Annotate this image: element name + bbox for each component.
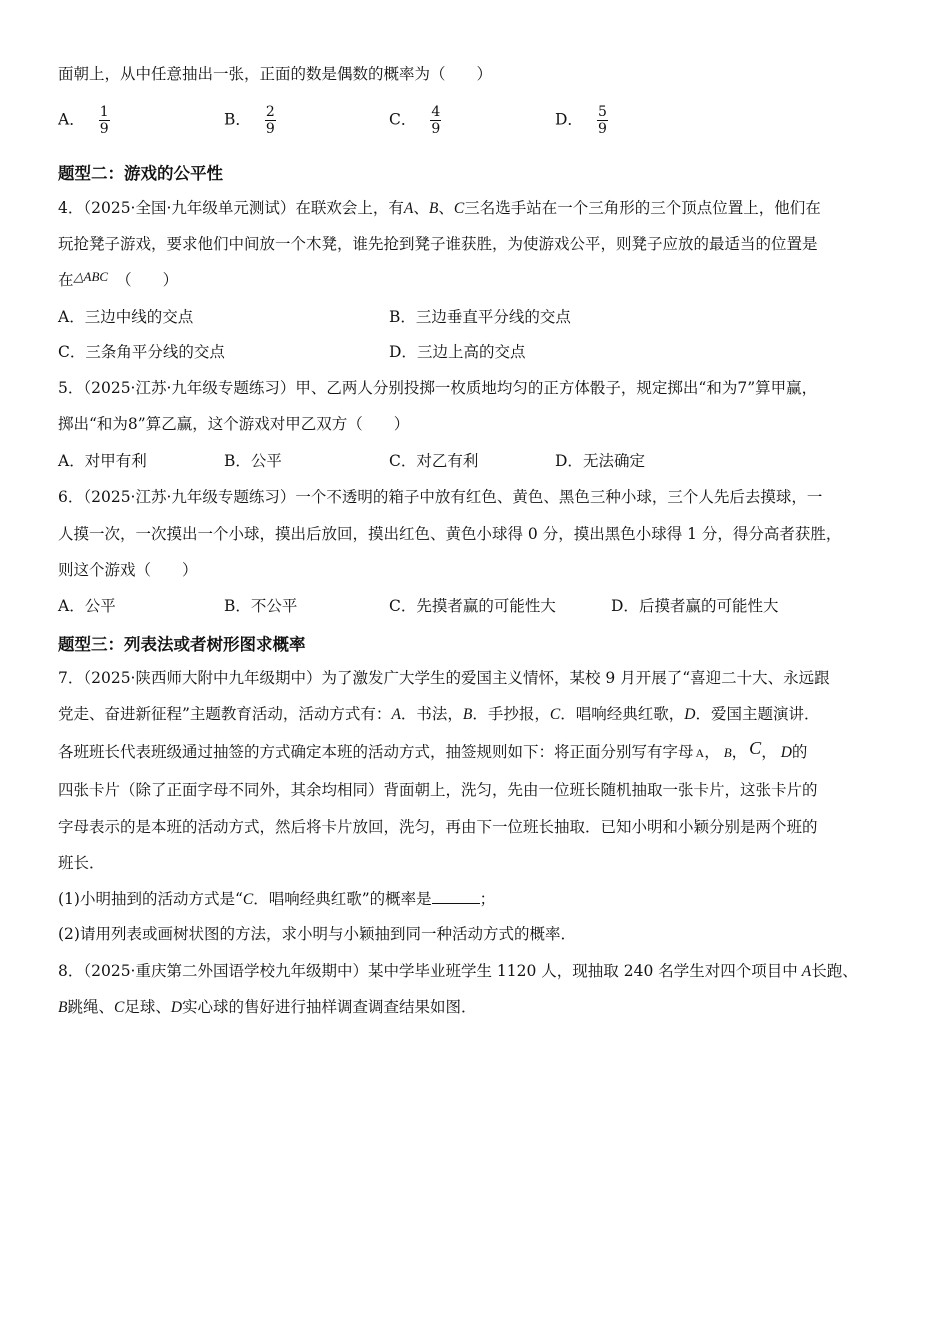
option-text: 三边上高的交点 xyxy=(416,343,526,361)
option-text: 三条角平分线的交点 xyxy=(85,343,225,361)
var-c: C xyxy=(453,200,465,217)
fraction xyxy=(597,104,608,137)
q7-line-1: 7．（2025·陕西师大附中九年级期中）为了激发广大学生的爱国主义情怀，某校 9 月开展了“喜迎二十大、永远跟 xyxy=(58,669,830,687)
denominator: 9 xyxy=(597,121,607,137)
q6-line-3: 则这个游戏（ ） xyxy=(58,561,198,579)
q4-line-3 xyxy=(58,270,178,291)
denominator: 9 xyxy=(265,121,275,137)
option-label: A． xyxy=(58,110,85,129)
var-c: C xyxy=(113,999,125,1016)
section-heading-3: 题型三：列表法或者树形图求概率 xyxy=(58,635,306,654)
q8-text: 实心球的售好进行抽样调查调查结果如图． xyxy=(182,998,477,1016)
answer-paren: （ ） xyxy=(116,271,179,289)
separator: 、 xyxy=(413,199,429,217)
q4-text: 三名选手站在一个三角形的三个顶点位置上，他们在 xyxy=(464,199,821,217)
option-label: D． xyxy=(555,452,583,470)
option-text: 先摸者赢的可能性大 xyxy=(416,597,556,615)
var-c: C xyxy=(242,891,254,908)
numerator: 4 xyxy=(431,104,441,120)
option-label: A． xyxy=(58,452,85,470)
q4-line-2: 玩抢凳子游戏，要求他们中间放一个木凳，谁先抢到凳子谁获胜，为使游戏公平，则凳子应放的最适当的位置是 xyxy=(58,235,818,253)
var-d: D xyxy=(780,744,792,761)
q7-text: 的 xyxy=(791,743,808,761)
fraction xyxy=(430,104,441,137)
q3-option-b xyxy=(224,104,276,137)
option-label: D． xyxy=(611,597,639,615)
option-label: B． xyxy=(224,110,251,129)
option-text: 后摸者赢的可能性大 xyxy=(638,597,779,615)
separator: ， xyxy=(731,743,748,761)
q7-text: ．书法， xyxy=(400,705,463,723)
separator: 、 xyxy=(438,199,454,217)
option-label: A． xyxy=(58,308,85,326)
var-a: A xyxy=(403,200,414,217)
option-label: C． xyxy=(389,452,417,470)
option-text: 不公平 xyxy=(250,597,298,615)
q8-line-2 xyxy=(58,997,477,1018)
q7-text: ； xyxy=(479,890,496,908)
fraction xyxy=(265,104,276,137)
q7-line-2 xyxy=(58,704,819,725)
option-label: D． xyxy=(389,343,417,361)
option-text: 公平 xyxy=(84,597,116,615)
q8-text: 8．（2025·重庆第二外国语学校九年级期中）某中学毕业班学生 1120 人，现抽取 240 名学生对四个项目中 xyxy=(58,962,798,980)
q8-text: 跳绳、 xyxy=(67,998,114,1016)
q7-text: 各班班长代表班级通过抽签的方式确定本班的活动方式，抽签规则如下：将正面分别写有字母 xyxy=(58,743,694,761)
option-text: 无法确定 xyxy=(582,452,645,470)
numerator: 1 xyxy=(99,104,109,120)
numerator: 2 xyxy=(265,104,275,120)
var-b: B xyxy=(58,999,68,1016)
q7-line-6: 班长． xyxy=(58,854,105,872)
q8-text: 足球、 xyxy=(124,998,171,1016)
option-text: 对甲有利 xyxy=(84,452,147,470)
q3-option-c xyxy=(389,104,441,137)
q8-line-1 xyxy=(58,961,858,982)
q8-text: 长跑、 xyxy=(811,962,858,980)
var-d: D xyxy=(170,999,183,1016)
triangle-abc: △ABC xyxy=(73,269,109,284)
q7-line-3 xyxy=(58,738,808,763)
q7-line-5: 字母表示的是本班的活动方式，然后将卡片放回，洗匀，再由下一位班长抽取．已知小明和小颖分别是两个班的 xyxy=(58,818,818,836)
q5-option-c xyxy=(389,451,478,471)
q4-text: 4．（2025·全国·九年级单元测试）在联欢会上，有 xyxy=(58,199,404,217)
q7-text: (1)小明抽到的活动方式是“ xyxy=(58,890,243,908)
numerator: 5 xyxy=(597,104,607,120)
option-label: D． xyxy=(555,110,583,129)
denominator: 9 xyxy=(99,121,109,137)
q5-line-2: 掷出“和为8”算乙赢，这个游戏对甲乙双方（ ） xyxy=(58,415,410,433)
q6-option-a xyxy=(58,596,116,616)
q5-option-a xyxy=(58,451,147,471)
answer-blank[interactable] xyxy=(432,889,480,904)
var-b: B xyxy=(462,706,473,723)
q5-option-d xyxy=(555,451,645,471)
option-text: 对乙有利 xyxy=(416,452,479,470)
q7-text: ．爱国主题演讲． xyxy=(695,705,820,723)
q7-text: ．唱响经典红歌， xyxy=(560,705,685,723)
fraction xyxy=(99,104,110,137)
q7-subquestion-1 xyxy=(58,889,495,910)
option-label: B． xyxy=(224,452,251,470)
section-heading-2: 题型二：游戏的公平性 xyxy=(58,164,223,183)
q4-option-d xyxy=(389,342,525,362)
q3-option-d xyxy=(555,104,608,137)
option-label: B． xyxy=(389,308,416,326)
option-label: C． xyxy=(58,343,86,361)
q7-text: 党走、奋进新征程”主题教育活动，活动方式有： xyxy=(58,705,392,723)
q3-option-a xyxy=(58,104,110,137)
q5-option-b xyxy=(224,451,282,471)
q7-subquestion-2: (2)请用列表或画树状图的方法，求小明与小颖抽到同一种活动方式的概率． xyxy=(58,925,576,943)
option-label: B． xyxy=(224,597,251,615)
option-text: 三边垂直平分线的交点 xyxy=(415,308,571,326)
var-d: D xyxy=(684,706,696,723)
q6-line-1: 6．（2025·江苏·九年级专题练习）一个不透明的箱子中放有红色、黄色、黑色三种小球，三个人先后去摸球，一 xyxy=(58,488,823,506)
q7-text: ．唱响经典红歌”的概率是 xyxy=(253,890,432,908)
separator: ， xyxy=(761,743,777,761)
separator: ， xyxy=(704,743,720,761)
q4-option-b xyxy=(389,307,571,327)
option-label: C． xyxy=(389,597,417,615)
q5-line-1: 5．（2025·江苏·九年级专题练习）甲、乙两人分别投掷一枚质地均匀的正方体骰子，规定掷出“和为7”算甲赢， xyxy=(58,379,818,397)
option-text: 三边中线的交点 xyxy=(84,308,194,326)
var-a: A xyxy=(695,746,705,760)
q3-tail-text: 面朝上，从中任意抽出一张，正面的数是偶数的概率为（ ） xyxy=(58,65,493,83)
var-c: C xyxy=(749,738,762,758)
denominator: 9 xyxy=(431,121,441,137)
q6-option-c xyxy=(389,596,556,616)
q4-text: 在 xyxy=(58,271,74,289)
q6-option-d xyxy=(611,596,778,616)
var-b: B xyxy=(723,745,732,760)
q4-option-c xyxy=(58,342,225,362)
var-c: C xyxy=(549,706,561,723)
option-label: A． xyxy=(58,597,85,615)
var-a: A xyxy=(391,706,401,723)
option-label: C． xyxy=(389,110,417,129)
q6-option-b xyxy=(224,596,297,616)
q4-line-1 xyxy=(58,198,821,219)
option-text: 公平 xyxy=(250,452,282,470)
q6-line-2: 人摸一次，一次摸出一个小球，摸出后放回，摸出红色、黄色小球得 0 分，摸出黑色小球得 1 分，得分高者获胜， xyxy=(58,525,842,543)
q7-text: ．手抄报， xyxy=(472,705,550,723)
var-a: A xyxy=(801,963,812,980)
q7-line-4: 四张卡片（除了正面字母不同外，其余均相同）背面朝上，洗匀，先由一位班长随机抽取一张卡片，这张卡片的 xyxy=(58,781,818,799)
var-b: B xyxy=(428,200,439,217)
q4-option-a xyxy=(58,307,193,327)
